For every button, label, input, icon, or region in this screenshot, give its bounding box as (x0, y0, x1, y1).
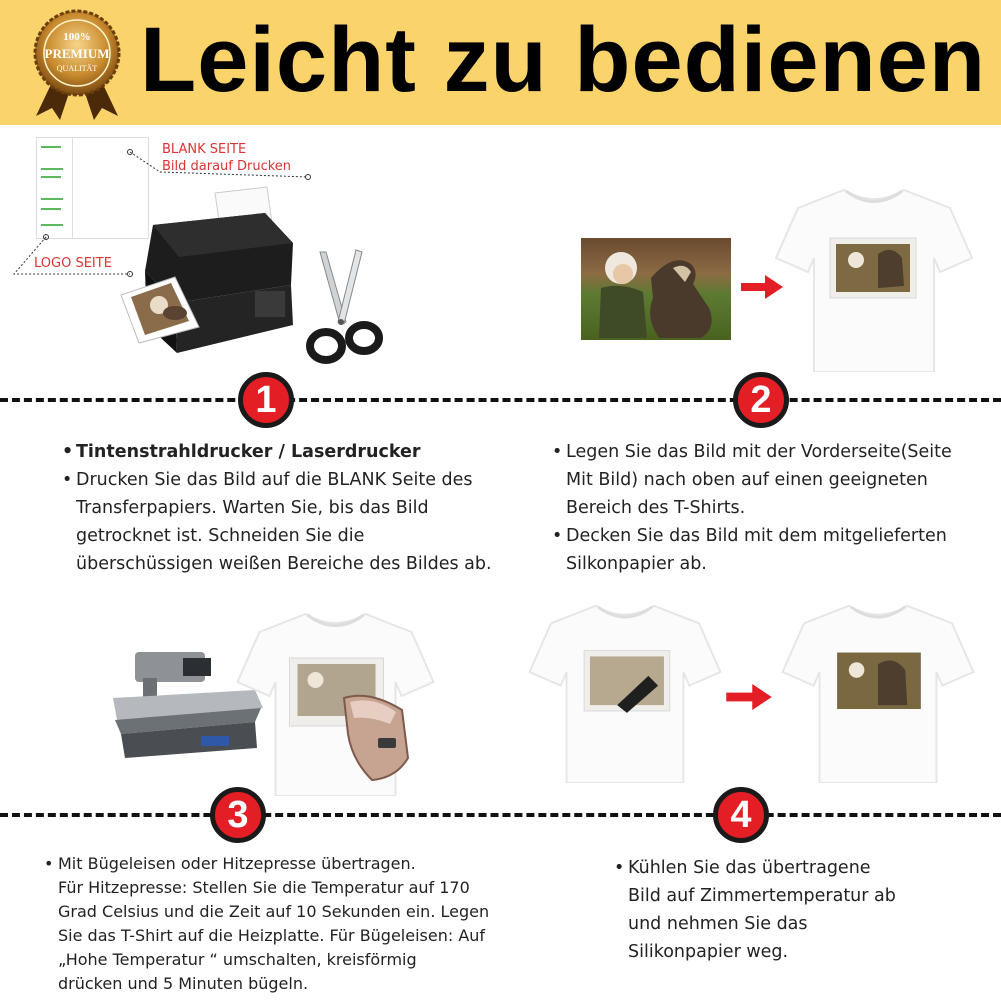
step4-instructions (614, 854, 974, 966)
step3-line: Für Hitzepresse: Stellen Sie die Temperatur auf 170 (58, 878, 470, 897)
step1-bullet-printer-type: • Tintenstrahldrucker / Laserdrucker (62, 438, 502, 466)
tshirt-icon (764, 182, 984, 372)
tshirt-icon (525, 598, 725, 783)
step-badge-4: 4 (713, 787, 769, 843)
seal-top-text: 100% (63, 31, 91, 43)
step4-line: und nehmen Sie das (628, 914, 808, 934)
step3-bullet-transfer: • Mit Bügeleisen oder Hitzepresse übertragen. (44, 852, 534, 876)
step1-instructions (62, 438, 502, 578)
step2-instructions (552, 438, 972, 578)
premium-seal-icon (22, 8, 132, 120)
step1-bullet-print: • Drucken Sie das Bild auf die BLANK Seite des Transferpapiers. Warten Sie, bis das Bild getrocknet ist. Schneiden Sie die überschüssigen weißen Bereiche des Bildes ab. (62, 466, 502, 578)
tshirt-icon (778, 598, 978, 783)
label-logo-side: LOGO SEITE (34, 256, 112, 271)
step2-bullet-cover: • Decken Sie das Bild mit dem mitgelieferten Silkonpapier ab. (552, 522, 972, 578)
scissors-icon (300, 248, 385, 368)
step3-instructions (44, 852, 534, 996)
step4-line: Bild auf Zimmertemperatur ab (628, 886, 896, 906)
section-divider (0, 398, 1001, 402)
step3-line: drücken und 5 Minuten bügeln. (58, 974, 309, 993)
step-badge-2: 2 (733, 372, 789, 428)
step4-line: • Kühlen Sie das übertragene (614, 854, 974, 882)
iron-icon (330, 688, 415, 783)
step-badge-3: 3 (210, 787, 266, 843)
printer-icon (115, 185, 305, 355)
step3-line: „Hohe Temperatur “ umschalten, kreisförmig (58, 950, 417, 969)
step-badge-1: 1 (238, 372, 294, 428)
label-blank-subtitle: Bild darauf Drucken (162, 159, 292, 174)
section-divider (0, 813, 1001, 817)
label-blank-title: BLANK SEITE (162, 142, 247, 157)
page-title: Leicht zu bedienen (140, 9, 987, 111)
step3-line: Grad Celsius und die Zeit auf 10 Sekunden ein. Legen (58, 902, 490, 921)
seal-middle-text: PREMIUM (44, 46, 110, 61)
arrow-right-icon (726, 684, 772, 710)
step3-line: Sie das T-Shirt auf die Heizplatte. Für Bügeleisen: Auf (58, 926, 486, 945)
seal-bottom-text: QUALITÄT (56, 64, 98, 73)
step4-line: Silikonpapier weg. (628, 942, 789, 962)
source-photo (581, 238, 731, 340)
step2-bullet-place: • Legen Sie das Bild mit der Vorderseite(Seite Mit Bild) nach oben auf einen geeigneten Bereich des T-Shirts. (552, 438, 972, 522)
